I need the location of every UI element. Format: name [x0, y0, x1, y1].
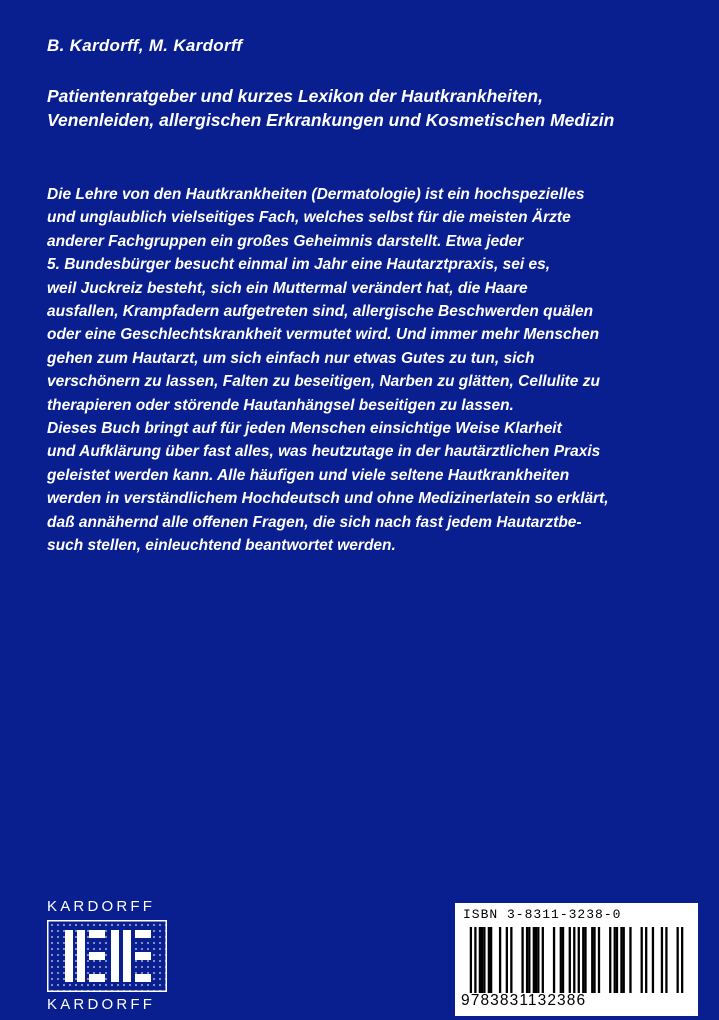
barcode-bar: [591, 927, 593, 993]
barcode-bar: [573, 927, 575, 993]
barcode-bar: [533, 927, 535, 993]
barcode-bar: [521, 927, 523, 993]
barcode-bar: [562, 927, 564, 993]
barcode-bar: [506, 927, 508, 993]
barcode-icon: [463, 927, 690, 993]
barcode-bar: [542, 927, 544, 993]
barcode-bar: [641, 927, 643, 993]
barcode-bar: [537, 927, 539, 993]
barcode-bar: [528, 927, 530, 993]
book-title: [47, 84, 687, 132]
barcode-bar: [535, 927, 537, 993]
isbn-text: ISBN 3-8311-3238-0: [463, 907, 622, 922]
logo-bottom-text: KARDORFF: [47, 996, 156, 1013]
barcode-bar: [560, 927, 562, 993]
barcode-bar: [479, 927, 481, 993]
body-line: und Aufklärung über fast alles, was heutzutage in der hautärztlichen Praxis: [47, 443, 601, 461]
body-line: und unglaublich vielseitiges Fach, welches selbst für die meisten Ärzte: [47, 209, 571, 227]
body-line: weil Juckreiz besteht, sich ein Muttermal verändert hat, die Haare: [47, 279, 528, 297]
body-line: Die Lehre von den Hautkrankheiten (Dermatologie) ist ein hochspezielles: [47, 186, 585, 203]
body-line: gehen zum Hautarzt, um sich einfach nur etwas Gutes zu tun, sich: [47, 349, 535, 367]
publisher-logo: [47, 898, 172, 1014]
barcode-bar: [629, 927, 631, 993]
barcode-bar: [553, 927, 555, 993]
authors: B. Kardorff, M. Kardorff: [47, 36, 243, 55]
body-line: geleistet werden kann. Alle häufigen und viele seltene Hautkrankheiten: [47, 466, 570, 484]
body-line: such stellen, einleuchtend beantwortet werden.: [47, 537, 396, 555]
barcode-bar: [661, 927, 663, 993]
body-line: anderer Fachgruppen ein großes Geheimnis darstellt. Etwa jeder: [47, 232, 524, 250]
barcode-bar: [510, 927, 512, 993]
title-line: Patientenratgeber und kurzes Lexikon der Hautkrankheiten,: [47, 86, 543, 106]
body-line: Dieses Buch bringt auf für jeden Menschen einsichtige Weise Klarheit: [47, 420, 562, 438]
barcode-label: [455, 903, 698, 1016]
description-text: [47, 183, 697, 558]
barcode-bar: [681, 927, 683, 993]
barcode-bar: [499, 927, 501, 993]
barcode-bar: [593, 927, 595, 993]
barcode-bar: [598, 927, 600, 993]
barcode-bar: [483, 927, 485, 993]
logo-top-text: KARDORFF: [47, 898, 156, 915]
barcode-bar: [470, 927, 472, 993]
barcode-bar: [578, 927, 580, 993]
body-line: daß annähernd alle offenen Fragen, die sich nach fast jedem Hautarztbe-: [47, 513, 582, 531]
barcode-bar: [620, 927, 622, 993]
barcode-bar: [665, 927, 667, 993]
barcode-bar: [614, 927, 616, 993]
barcode-bar: [569, 927, 571, 993]
barcode-bar: [584, 927, 586, 993]
barcode-bar: [490, 927, 492, 993]
barcode-bar: [609, 927, 611, 993]
body-line: werden in verständlichem Hochdeutsch und ohne Medizinerlatein so erklärt,: [47, 490, 609, 508]
body-line: oder eine Geschlechtskrankheit vermutet wird. Und immer mehr Menschen: [47, 326, 600, 344]
barcode-bar: [526, 927, 528, 993]
barcode-bar: [481, 927, 483, 993]
kardorff-logo-icon: [47, 920, 167, 992]
title-line: Venenleiden, allergischen Erkrankungen und Kosmetischen Medizin: [47, 110, 615, 130]
barcode-bar: [474, 927, 476, 993]
barcode-bar: [623, 927, 625, 993]
body-line: 5. Bundesbürger besucht einmal im Jahr eine Hautarztpraxis, sei es,: [47, 256, 551, 274]
body-line: verschönern zu lassen, Falten zu beseitigen, Narben zu glätten, Cellulite zu: [47, 373, 600, 391]
body-line: ausfallen, Krampfadern aufgetreten sind, allergische Beschwerden quälen: [47, 303, 594, 321]
barcode-digits: 9783831132386: [461, 992, 587, 1009]
barcode-bar: [652, 927, 654, 993]
barcode-bar: [645, 927, 647, 993]
barcode-bar: [488, 927, 490, 993]
barcode-bar: [677, 927, 679, 993]
barcode-bar: [616, 927, 618, 993]
body-line: therapieren oder störende Hautanhängsel beseitigen zu lassen.: [47, 396, 514, 414]
barcode-bar: [582, 927, 584, 993]
